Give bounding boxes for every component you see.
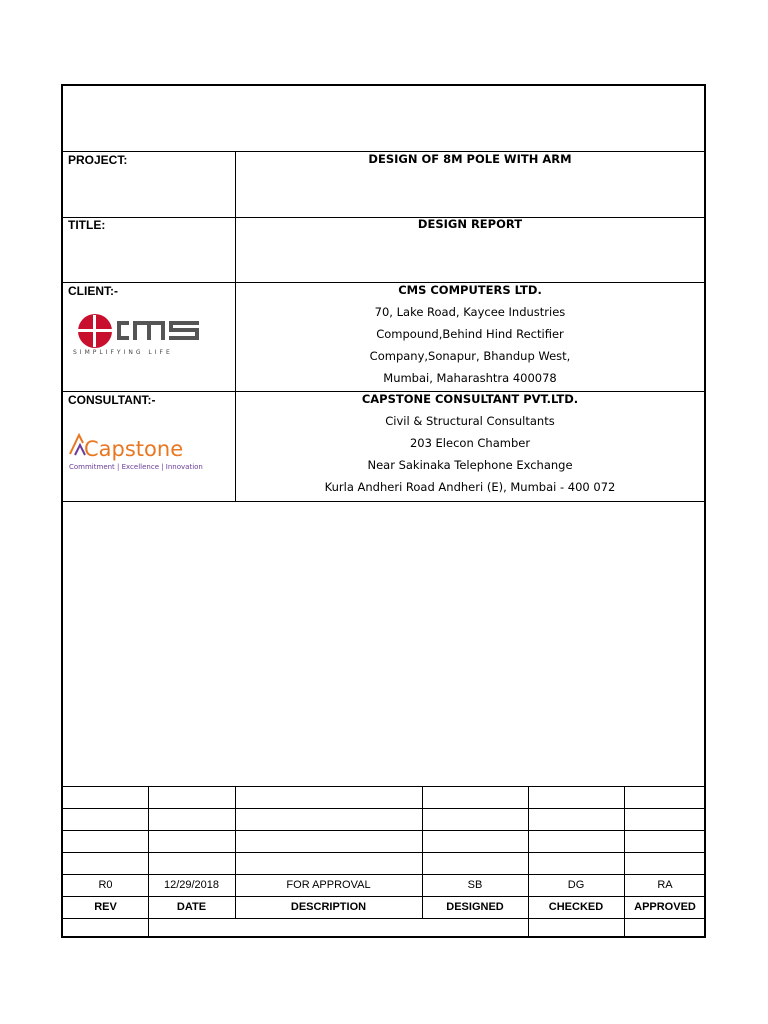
divider: [63, 830, 704, 831]
description-cell: FOR APPROVAL: [286, 879, 371, 891]
title-label: TITLE:: [68, 218, 106, 232]
date-header: DATE: [176, 901, 207, 913]
title-value: DESIGN REPORT: [417, 217, 523, 231]
consultant-name: CAPSTONE CONSULTANT PVT.LTD.: [361, 392, 579, 406]
designed-cell: SB: [467, 879, 483, 891]
consultant-address-line: 203 Elecon Chamber: [409, 436, 531, 450]
project-label: PROJECT:: [68, 153, 128, 167]
client-logo-cell: [63, 282, 235, 391]
divider: [63, 786, 704, 787]
client-address-line: Company,Sonapur, Bhandup West,: [369, 349, 571, 363]
title-sheet: [61, 84, 706, 938]
checked-header: CHECKED: [548, 901, 604, 913]
designed-header: DESIGNED: [446, 901, 504, 913]
divider: [63, 808, 704, 809]
client-label: CLIENT:-: [68, 284, 118, 298]
consultant-address-line: Kurla Andheri Road Andheri (E), Mumbai - 400 072: [324, 480, 616, 494]
consultant-logo-cell: [63, 391, 235, 501]
cms-logo: [71, 312, 211, 356]
divider: [63, 918, 704, 919]
client-name: CMS COMPUTERS LTD.: [398, 283, 542, 297]
description-header: DESCRIPTION: [290, 901, 367, 913]
date-cell: 12/29/2018: [163, 879, 220, 891]
project-value: DESIGN OF 8M POLE WITH ARM: [368, 152, 572, 166]
rev-cell: R0: [98, 879, 113, 891]
rev-header: REV: [94, 901, 117, 913]
consultant-label: CONSULTANT:-: [68, 393, 156, 407]
svg-text:SIMPLIFYING LIFE: SIMPLIFYING LIFE: [73, 349, 173, 356]
project-block: [236, 148, 704, 170]
svg-text:Capstone: Capstone: [84, 437, 184, 461]
title-block: [236, 213, 704, 235]
divider: [63, 501, 704, 502]
consultant-address-line: Near Sakinaka Telephone Exchange: [367, 458, 573, 472]
consultant-address-line: Civil & Structural Consultants: [385, 414, 555, 428]
divider: [63, 852, 704, 853]
approved-header: APPROVED: [634, 901, 696, 913]
capstone-logo: [67, 429, 217, 473]
consultant-details: [236, 388, 704, 498]
client-address-line: Mumbai, Maharashtra 400078: [383, 371, 557, 385]
client-address-line: 70, Lake Road, Kaycee Industries: [374, 305, 566, 319]
client-address-line: Compound,Behind Hind Rectifier: [376, 327, 564, 341]
approved-cell: RA: [657, 879, 673, 891]
client-details: [236, 279, 704, 389]
svg-text:Commitment | Excellence | Inno: Commitment | Excellence | Innovation: [69, 463, 203, 471]
checked-cell: DG: [567, 879, 585, 891]
